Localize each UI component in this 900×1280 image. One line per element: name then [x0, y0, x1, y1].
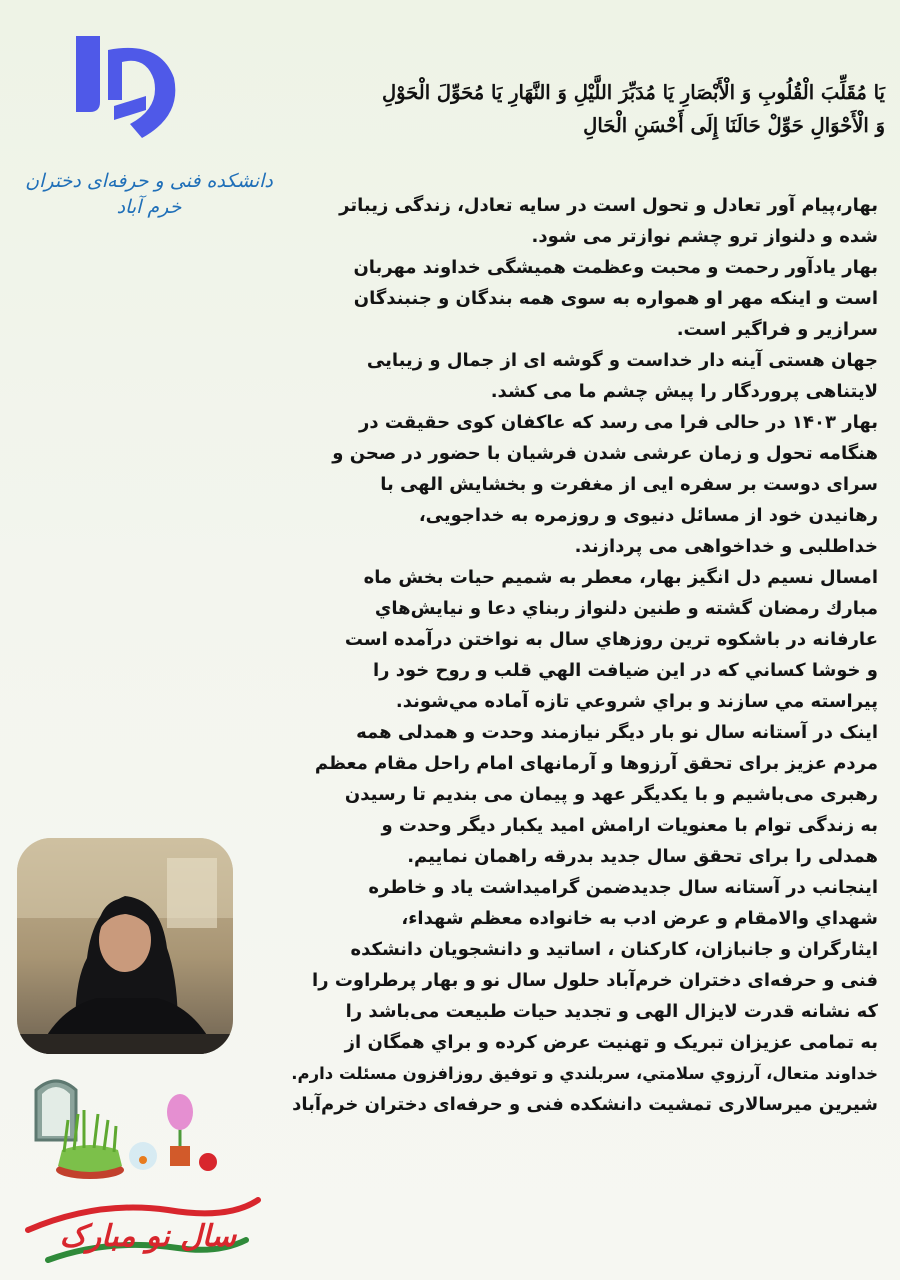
college-logo [62, 30, 182, 150]
mirror-icon [36, 1081, 76, 1140]
portrait-figure [17, 838, 233, 1054]
message-line: خداطلبی و خداخواهی می پردازند. [574, 536, 878, 557]
message-line: به زندگی توام با معنویات ارامش امید یکبار دیگر وحدت و [381, 815, 878, 836]
message-line: بهار ۱۴۰۳ در حالی فرا می رسد که عاکفان کوی حقیقت در [358, 412, 878, 433]
message-line: و خوشا کساني که در این ضیافت الهي قلب و روح خود را [372, 660, 878, 681]
fishbowl-icon [129, 1142, 157, 1170]
logo-caption: دانشکده فنی و حرفه‌ای دختران خرم آباد [25, 170, 273, 218]
message-line: سرای دوست بر سفره ایی از مغفرت و بخشایش الهی با [380, 474, 878, 495]
message-line: لایتناهی پروردگار را پیش چشم ما می کشد. [490, 381, 878, 402]
message-line: شده و دلنواز ترو چشم نوازتر می شود. [531, 226, 878, 247]
message-line: اینجانب در آستانه سال جدیدضمن گرامیداشت یاد و خاطره [368, 877, 878, 898]
message-line: جهان هستی آینه دار خداست و گوشه ای از جمال و زیبایی [366, 350, 878, 371]
message-line: مردم عزیز برای تحقق آرزوها و آرمانهای امام راحل مقام معظم [314, 753, 878, 774]
greeting-text: سال نو مبارک [59, 1219, 237, 1254]
apple-icon [199, 1153, 217, 1171]
message-line: به تمامی عزیزان تبریک و تهنیت عرض کرده و براي همگان از [344, 1032, 878, 1053]
message-line: هنگامه تحول و زمان عرشی شدن فرشیان با حضور در صحن و [332, 443, 878, 464]
message-body [291, 190, 878, 1120]
message-line: بهار،پیام آور تعادل و تحول است در سایه تعادل، زندگی زیباتر [339, 195, 878, 216]
prayer-line-2: وَ الْأَحْوَالِ حَوِّلْ حَالَنَا إِلَى أَحْسَنِ الْحَالِ [583, 114, 885, 137]
message-line: که نشانه قدرت لایزال الهی و تجدید حیات طبیعت می‌باشد را [345, 1001, 878, 1022]
message-line: عارفانه در باشکوه ترین روزهاي سال به نواختن درآمده است [344, 629, 878, 650]
message-line: فنی و حرفه‌ای دختران خرم‌آباد حلول سال نو و بهار پرطراوت را [312, 970, 878, 991]
message-line: رهبری می‌باشیم و با یکدیگر عهد و پیمان می بندیم تا رسیدن [344, 784, 878, 805]
message-line: است و اینکه مهر او همواره به سوی همه بندگان و جنبندگان [353, 288, 878, 309]
message-line: ایثارگران و جانبازان، کارکنان ، اساتید و دانشجویان دانشکده [350, 939, 878, 960]
message-line: همدلی را برای تحقق سال جدید بدرقه راهمان نماییم. [407, 846, 878, 867]
message-line: اینک در آستانه سال نو بار دیگر نیازمند وحدت و همدلی همه [356, 722, 878, 743]
hyacinth-icon [167, 1094, 193, 1166]
signature-line: شیرین میرسالاری تمشیت دانشکده فنی و حرفه‌ای دختران خرم‌آباد [292, 1094, 878, 1115]
message-line: بهار یادآور رحمت و محبت وعظمت همیشگی خداوند مهربان [353, 257, 878, 278]
portrait-photo [17, 838, 233, 1054]
message-line: رهانیدن خود از مسائل دنیوی و روزمره به خداجویی، [418, 505, 878, 526]
message-line: مبارك رمضان گشته و طنین دلنواز ربناي دعا و نیایش‌هاي [374, 598, 878, 619]
prayer-line-1: يَا مُقَلِّبَ الْقُلُوبِ وَ الْأَبْصَارِ يَا مُدَبِّرَ اللَّيْلِ وَ النَّهَارِ يَا مُحَوِّلَ الْحَوْلِ [381, 81, 885, 104]
nowruz-decoration [18, 1070, 268, 1270]
message-line: پیراسته مي سازند و براي شروعي تازه آماده مي‌شوند. [395, 691, 878, 712]
message-line: سرازیر و فراگیر است. [676, 319, 878, 340]
spring-prayer [300, 76, 885, 142]
message-line: خداوند متعال، آرزوي سلامتي، سربلندي و توفیق روزافزون مسئلت دارم. [291, 1064, 878, 1083]
message-line: امسال نسیم دل انگیز بهار، معطر به شمیم حیات بخش ماه [363, 567, 878, 588]
message-line: شهداي والامقام و عرض ادب به خانواده معظم شهداء، [401, 908, 878, 929]
